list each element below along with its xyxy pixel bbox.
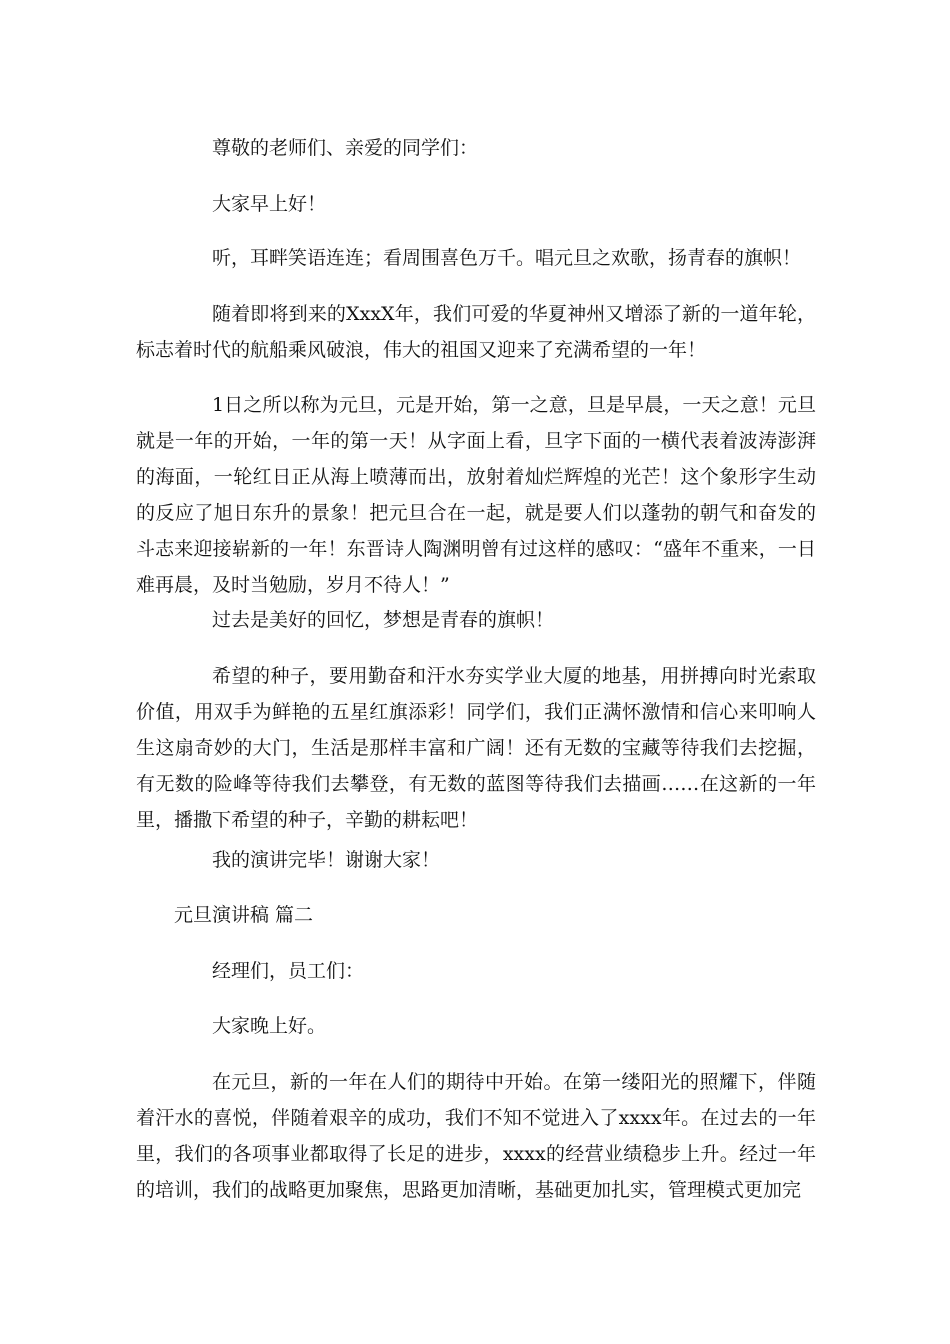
greeting-line: 经理们，员工们：	[212, 960, 365, 982]
paragraph: 1日之所以称为元旦，元是开始，第一之意，旦是早晨，一天之意！元旦就是一年的开始，一年的第一天！从字面上看，旦字下面的一横代表着波涛澎湃的海面，一轮红日正从海上喷薄而出，放射着灿烂辉煌的光芒！这个象形字生动的反应了旭日东升的景象！把元旦合在一起，就是要人们以蓬勃的朝气和奋发的斗志来迎接崭新的一年！东晋诗人陶渊明曾有过这样的感叹：“盛年不重来，一日难再晨，及时当勉励，岁月不待人！”	[136, 394, 816, 596]
paragraph: 过去是美好的回忆，梦想是青春的旗帜！	[212, 609, 555, 631]
section-heading: 元旦演讲稿 篇二	[174, 904, 314, 926]
paragraph: 随着即将到来的XxxX年，我们可爱的华夏神州又增添了新的一道年轮，标志着时代的航船乘风破浪，伟大的祖国又迎来了充满希望的一年！	[136, 303, 816, 361]
evening-greeting: 大家晚上好。	[212, 1015, 327, 1037]
paragraph: 希望的种子，要用勤奋和汗水夯实学业大厦的地基，用拼搏向时光索取价值，用双手为鲜艳的五星红旗添彩！同学们，我们正满怀激情和信心来叩响人生这扇奇妙的大门，生活是那样丰富和广阔！还有无数的宝藏等待我们去挖掘，有无数的险峰等待我们去攀登，有无数的蓝图等待我们去描画……在这新的一年里，播撒下希望的种子，辛勤的耕耘吧！	[136, 665, 816, 831]
morning-greeting: 大家早上好！	[212, 193, 327, 215]
greeting-line: 尊敬的老师们、亲爱的同学们：	[212, 137, 479, 159]
closing-line: 我的演讲完毕！谢谢大家！	[212, 849, 441, 871]
paragraph: 听，耳畔笑语连连；看周围喜色万千。唱元旦之欢歌，扬青春的旗帜！	[212, 247, 802, 269]
paragraph: 在元旦，新的一年在人们的期待中开始。在第一缕阳光的照耀下，伴随着汗水的喜悦，伴随着艰辛的成功，我们不知不觉进入了xxxx年。在过去的一年里，我们的各项事业都取得了长足的进步，xxxx的经营业绩稳步上升。经过一年的培训，我们的战略更加聚焦，思路更加清晰，基础更加扎实，管理模式更加完	[136, 1071, 816, 1201]
